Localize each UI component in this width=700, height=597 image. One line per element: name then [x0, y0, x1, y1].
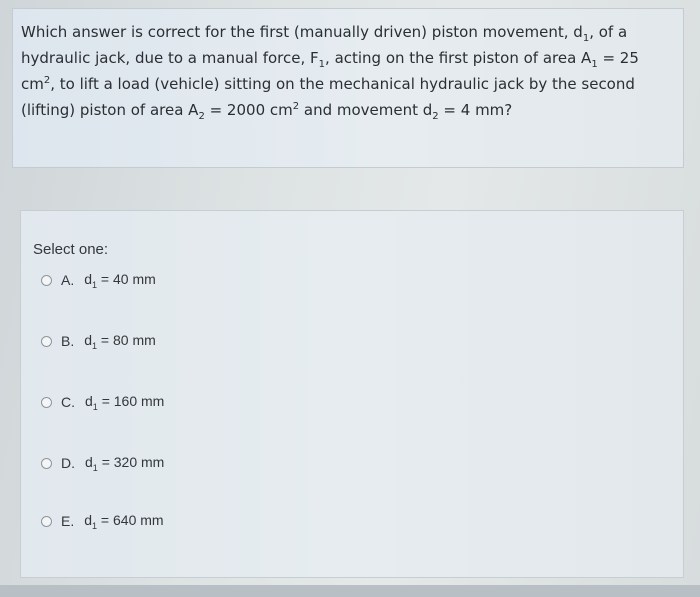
radio-button-c[interactable]: [41, 397, 52, 408]
radio-button-a[interactable]: [41, 275, 52, 286]
option-d[interactable]: [41, 452, 164, 474]
option-a[interactable]: [41, 269, 156, 291]
select-one-label: Select one:: [33, 241, 109, 258]
option-text: $d_1 = 320$ mm: [85, 453, 165, 473]
radio-button-e[interactable]: [41, 516, 52, 527]
radio-button-d[interactable]: [41, 458, 52, 469]
option-c[interactable]: [41, 391, 164, 413]
page-bottom-edge: [0, 585, 700, 597]
option-b[interactable]: [41, 330, 156, 352]
option-letter: B.: [61, 333, 75, 349]
question-card: [12, 8, 684, 168]
option-letter: C.: [61, 394, 75, 410]
option-letter: A.: [61, 272, 75, 288]
option-letter: D.: [61, 455, 75, 471]
option-text: $d_1 = 640$ mm: [84, 511, 164, 531]
option-text: $d_1 = 40$ mm: [84, 270, 156, 290]
answer-area: [20, 210, 684, 578]
option-text: $d_1 = 160$ mm: [85, 392, 165, 412]
option-letter: E.: [61, 513, 75, 529]
option-text: $d_1 = 80$ mm: [84, 331, 156, 351]
question-text: Which answer is correct for the first (manually driven) piston movement, $d_1$, of a hydraulic jack, due to a manual force, $F_1$, acting on the first piston of area $A_1 = 25$ $cm^2$, to lift a load (vehicle) sitting on the mechanical hydraulic jack by the second (lifting) piston of area $A_2 = 2000$ $cm^2$ and movement $d_2 = 4$ mm?: [21, 23, 639, 122]
radio-button-b[interactable]: [41, 336, 52, 347]
option-e[interactable]: [41, 510, 164, 532]
